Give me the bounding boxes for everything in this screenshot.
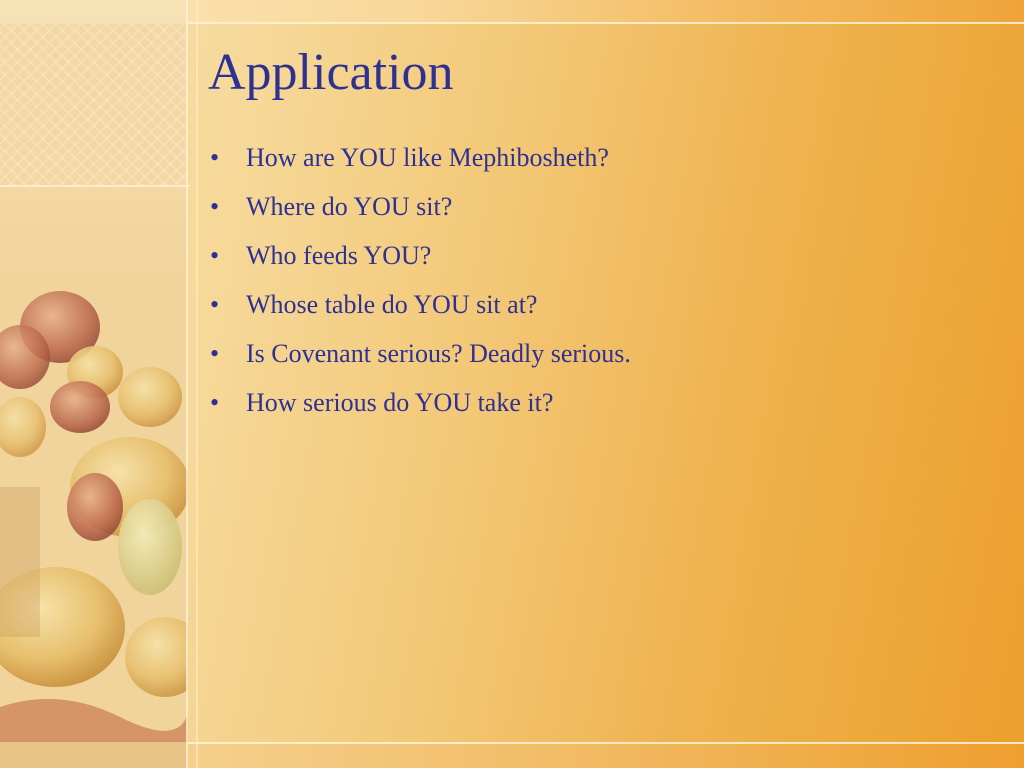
bullet-item — [210, 189, 631, 238]
harvest-fruit-image — [0, 187, 188, 742]
bullet-list — [210, 140, 631, 434]
bullet-text: Where do YOU sit? — [246, 192, 453, 221]
left-inner-vertical-divider — [196, 0, 198, 768]
bullet-dot: • — [210, 241, 220, 270]
bullet-item — [210, 385, 631, 434]
bullet-text: Who feeds YOU? — [246, 241, 432, 270]
slide-title: Application — [208, 44, 454, 101]
bullet-text: How serious do YOU take it? — [246, 388, 554, 417]
bullet-dot: • — [210, 339, 220, 368]
left-vertical-divider — [186, 0, 188, 768]
bullet-item — [210, 287, 631, 336]
bullet-item — [210, 336, 631, 385]
bullet-text: How are YOU like Mephibosheth? — [246, 143, 609, 172]
bullet-text: Is Covenant serious? Deadly serious. — [246, 339, 631, 368]
bullet-item — [210, 238, 631, 287]
bullet-dot: • — [210, 143, 220, 172]
left-diamond-pattern — [0, 24, 188, 186]
bullet-dot: • — [210, 290, 220, 319]
bullet-item — [210, 140, 631, 189]
bullet-dot: • — [210, 192, 220, 221]
bullet-text: Whose table do YOU sit at? — [246, 290, 538, 319]
bullet-dot: • — [210, 388, 220, 417]
